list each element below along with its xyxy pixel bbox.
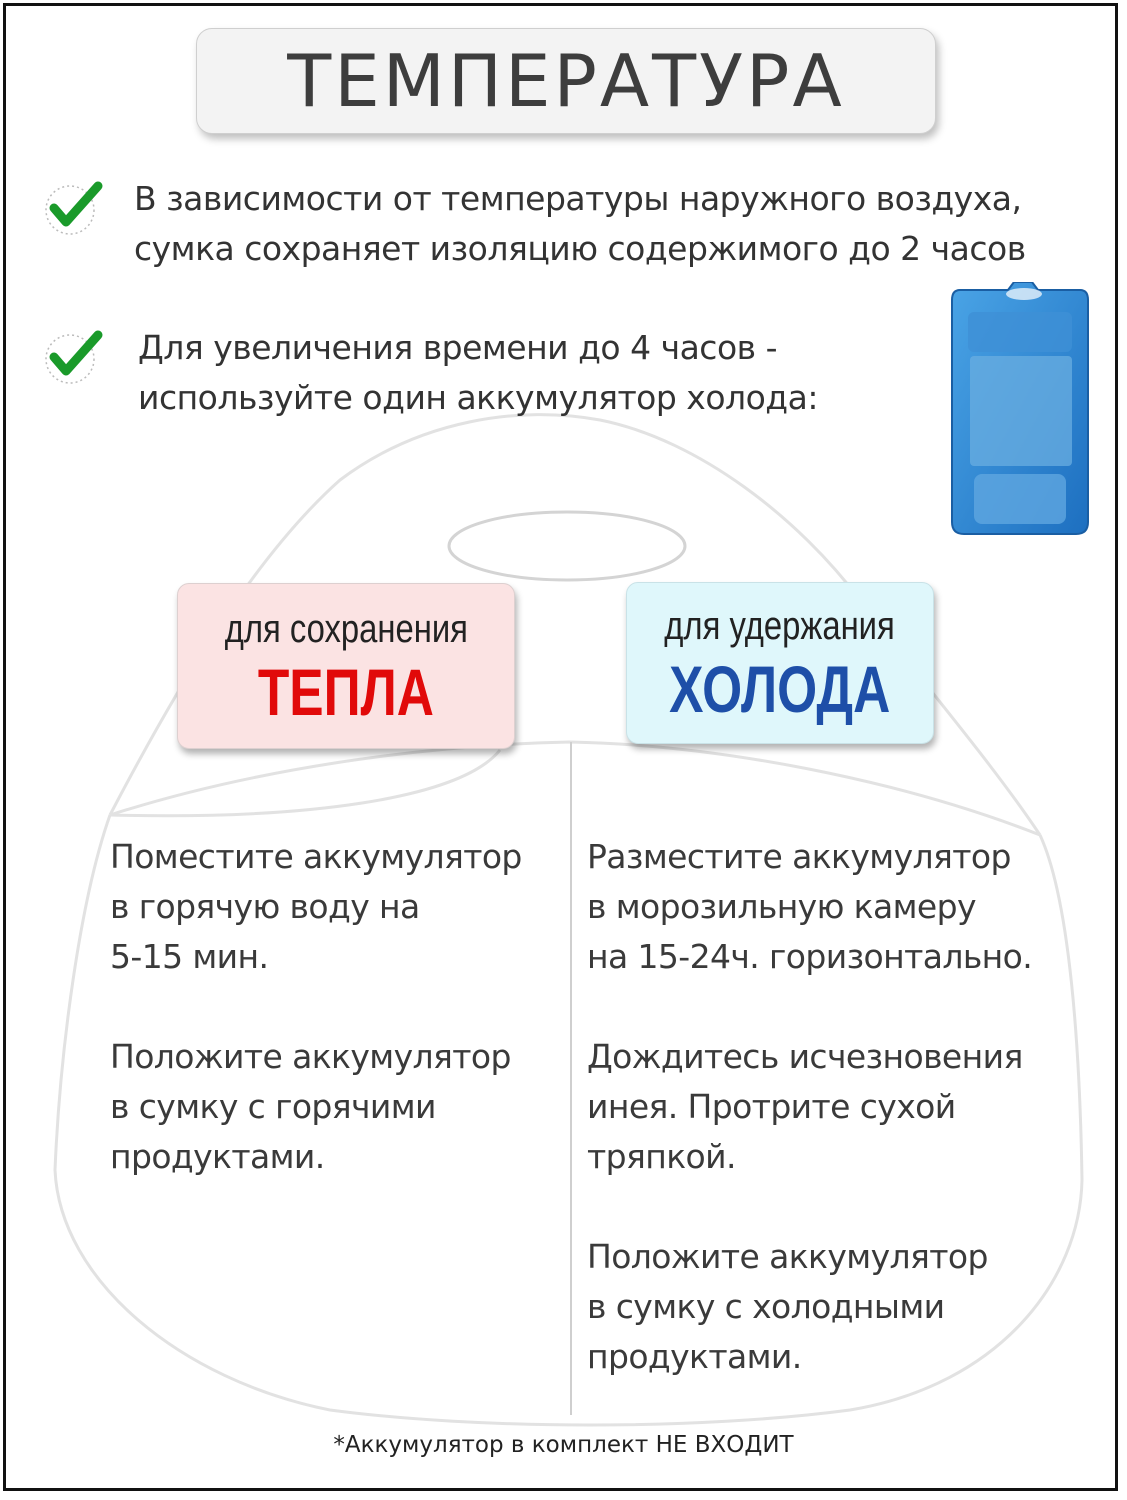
bullet-item	[40, 323, 818, 423]
bullet-text: Для увеличения времени до 4 часов - используйте один аккумулятор холода:	[138, 328, 818, 417]
bullet-item	[40, 174, 1026, 274]
cold-instructions	[587, 832, 1107, 1432]
cold-step: Разместите аккумулятор в морозильную камеру на 15-24ч. горизонтально.	[587, 837, 1033, 976]
page-title: ТЕМПЕРАТУРА	[287, 39, 845, 123]
check-icon	[40, 174, 104, 238]
cooling-pack-image	[948, 282, 1092, 538]
warm-label-box	[177, 583, 515, 749]
warm-instructions	[110, 832, 560, 1232]
warm-label-title: ТЕПЛА	[257, 655, 435, 729]
footnote: *Аккумулятор в комплект НЕ ВХОДИТ	[333, 1432, 794, 1458]
check-icon	[40, 323, 104, 387]
warm-step: Поместите аккумулятор в горячую воду на 5-15 мин.	[110, 837, 522, 976]
warm-label-subtitle: для сохранения	[224, 607, 468, 651]
bullet-text: В зависимости от температуры наружного воздуха, сумка сохраняет изоляцию содержимого до 2 часов	[134, 179, 1026, 268]
cold-label-box	[626, 582, 934, 744]
warm-step: Положите аккумулятор в сумку с горячими продуктами.	[110, 1037, 511, 1176]
title-banner	[196, 28, 936, 134]
cold-step: Дождитесь исчезновения инея. Протрите сухой тряпкой.	[587, 1037, 1023, 1176]
cold-label-title: ХОЛОДА	[669, 652, 891, 726]
cold-label-subtitle: для удержания	[664, 604, 896, 648]
cold-step: Положите аккумулятор в сумку с холодными продуктами.	[587, 1237, 988, 1376]
